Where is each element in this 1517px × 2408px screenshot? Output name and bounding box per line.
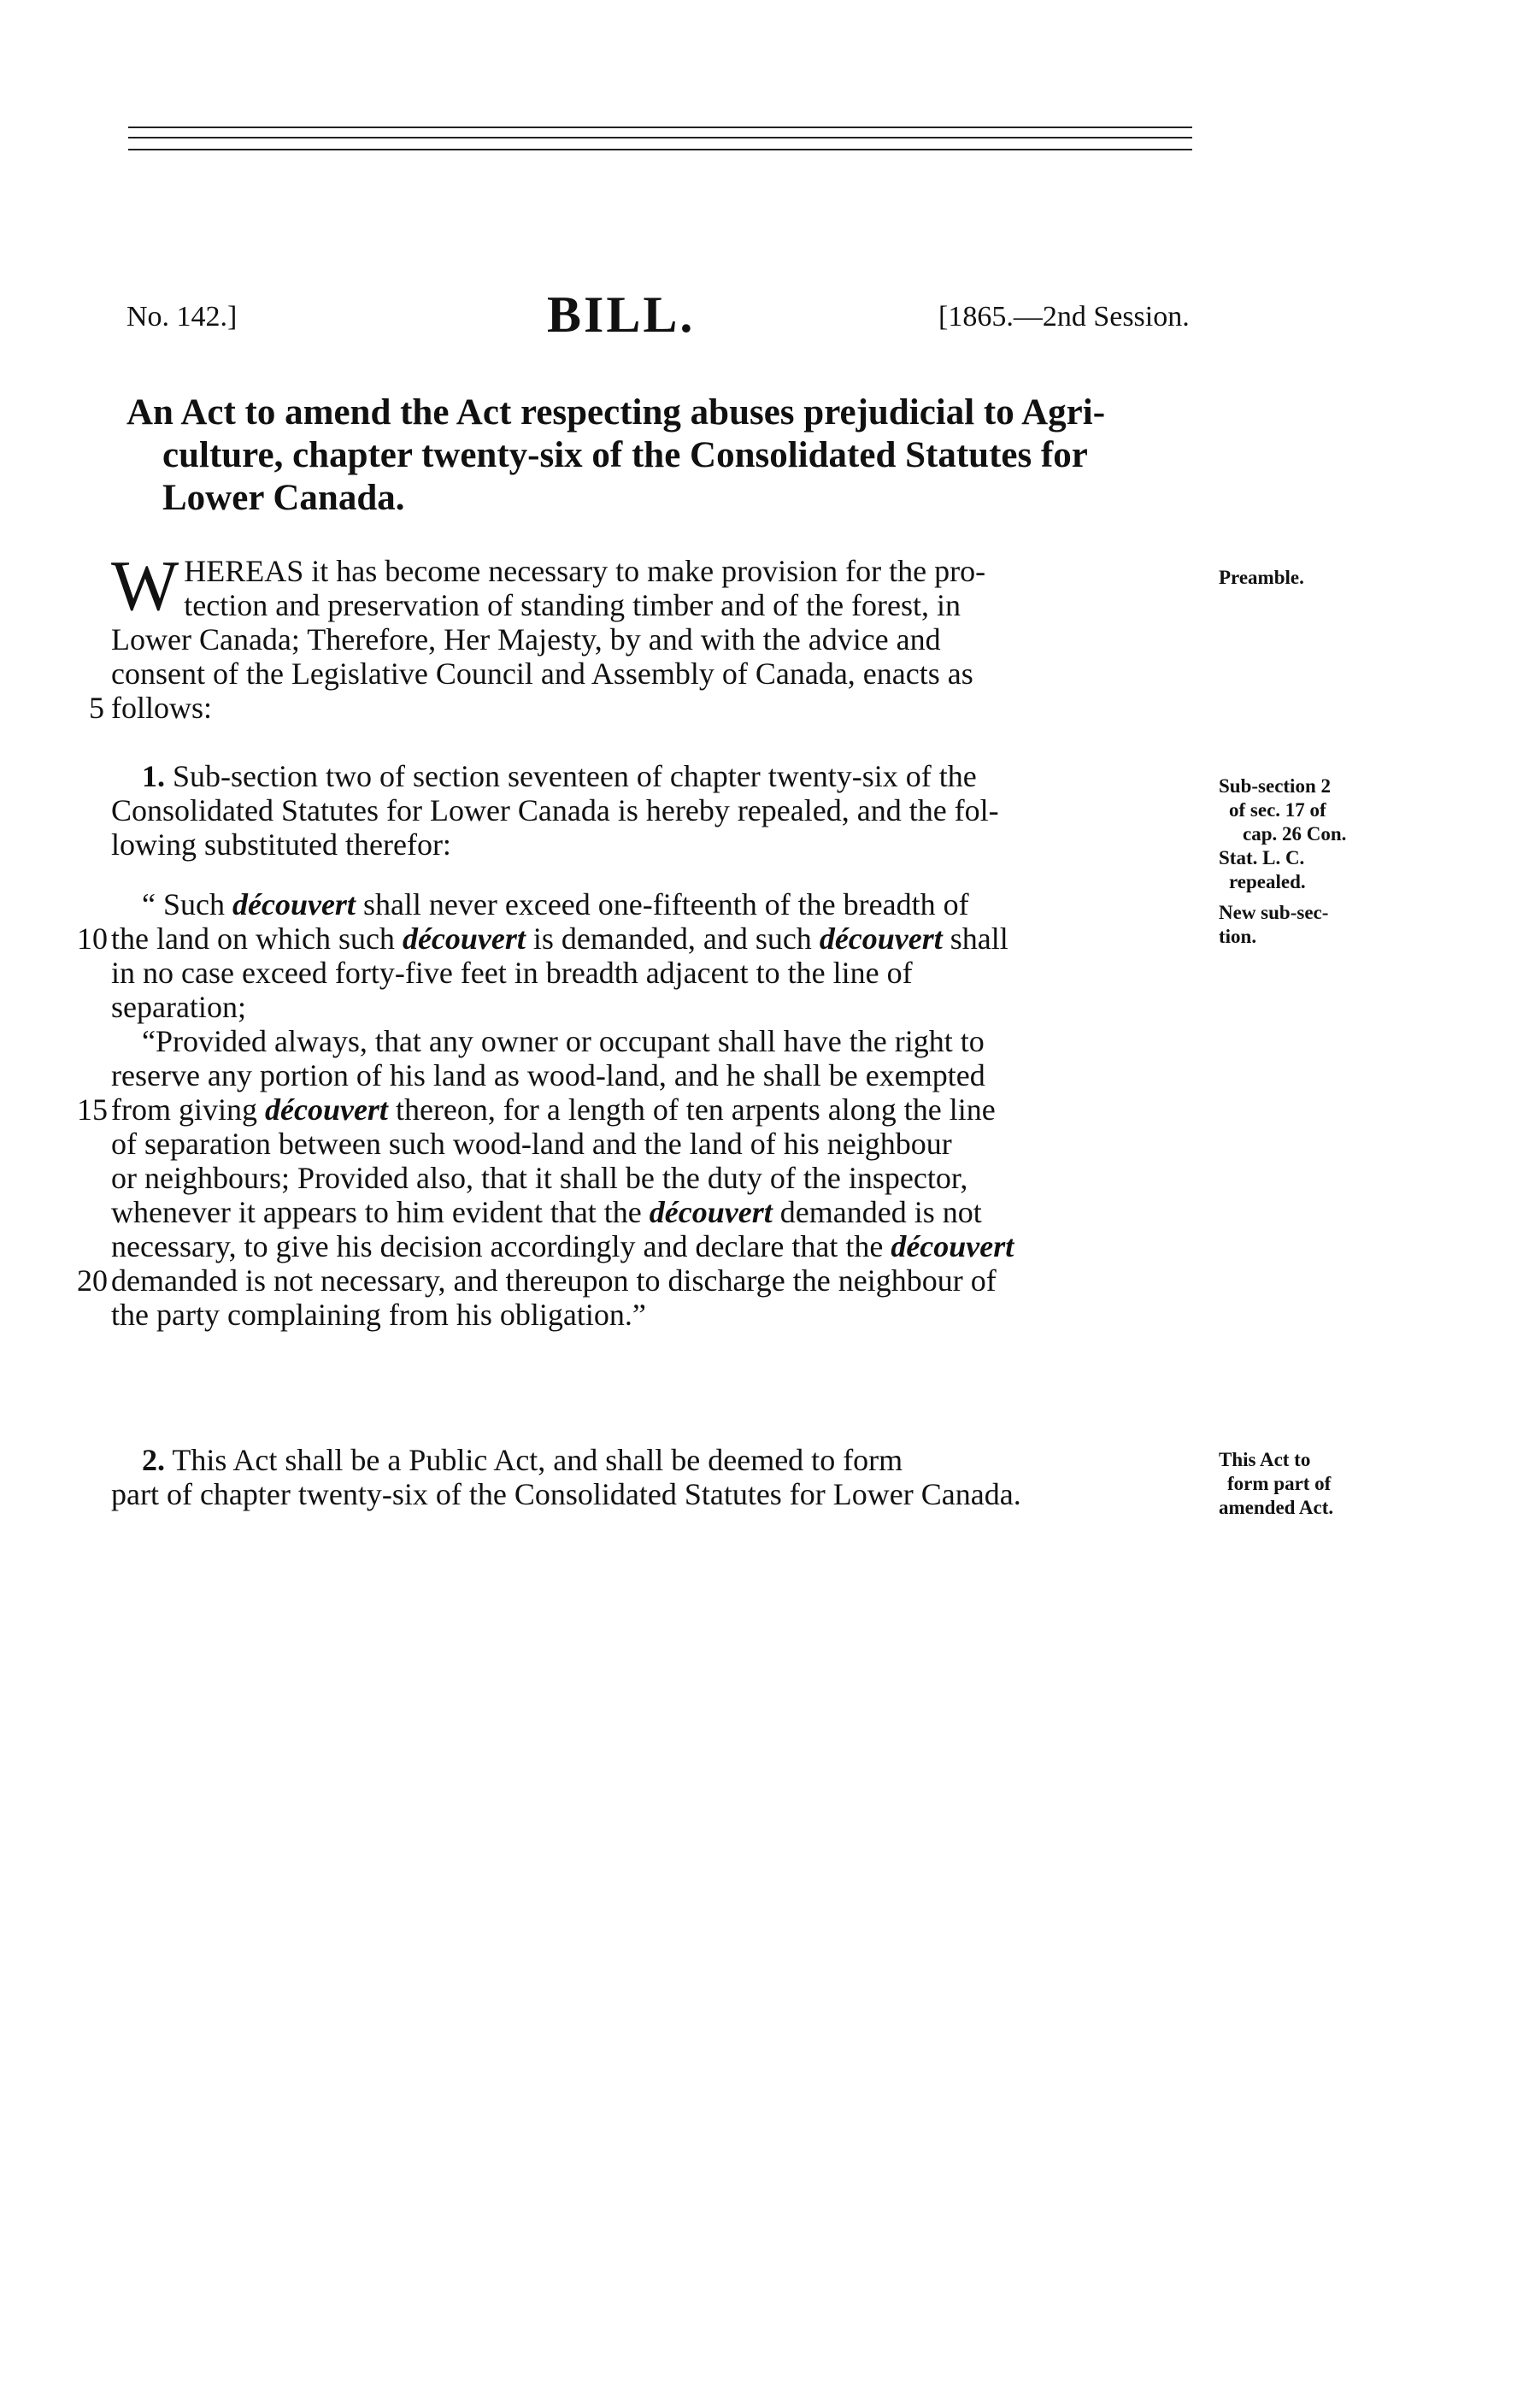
section-1 xyxy=(111,759,1205,862)
section-1-line: Consolidated Statutes for Lower Canada is hereby repealed, and the fol- xyxy=(111,793,999,827)
line-number: 5 xyxy=(89,691,104,725)
margin-note-section-1: Sub-section 2 of sec. 17 of cap. 26 Con. Stat. L. C. repealed. xyxy=(1219,775,1347,892)
act-title xyxy=(126,392,1191,520)
quoted-line: separation; xyxy=(111,990,246,1024)
section-2 xyxy=(111,1443,1205,1511)
section-number: 1. xyxy=(142,759,165,793)
quoted-line: 15 from giving découvert thereon, for a length of ten arpents along the line xyxy=(77,1092,996,1127)
preamble-line: consent of the Legislative Council and Assembly of Canada, enacts as xyxy=(111,656,973,691)
quoted-line: reserve any portion of his land as wood-land, and he shall be exempted xyxy=(111,1058,985,1092)
margin-note-section-2: This Act to form part of amended Act. xyxy=(1219,1449,1334,1518)
quoted-line: of separation between such wood-land and the land of his neighbour xyxy=(111,1127,952,1161)
preamble xyxy=(89,546,1205,725)
line-number: 15 xyxy=(77,1092,108,1127)
quoted-line: “Provided always, that any owner or occupant shall have the right to xyxy=(142,1024,985,1058)
quoted-line: necessary, to give his decision accordingly and declare that the découvert xyxy=(111,1229,1014,1263)
session-label: [1865.—2nd Session. xyxy=(938,301,1190,333)
section-2-line: part of chapter twenty-six of the Consolidated Statutes for Lower Canada. xyxy=(111,1477,1021,1511)
margin-note-new-subsection: New sub-sec- tion. xyxy=(1219,902,1329,947)
act-title-line: culture, chapter twenty-six of the Consolidated Statutes for xyxy=(162,435,1088,475)
preamble-line: HEREAS it has become necessary to make provision for the pro- xyxy=(184,554,986,588)
margin-note-preamble: Preamble. xyxy=(1219,567,1304,588)
header-rule-top xyxy=(128,127,1192,128)
preamble-line: 5 follows: xyxy=(111,691,1205,725)
section-number: 2. xyxy=(142,1443,165,1477)
line-number: 20 xyxy=(77,1263,108,1298)
preamble-line: Lower Canada; Therefore, Her Majesty, by and with the advice and xyxy=(111,622,941,656)
line-number: 10 xyxy=(77,921,108,956)
bill-heading: BILL. xyxy=(547,286,696,343)
preamble-dropcap: W xyxy=(111,546,179,626)
quoted-line: whenever it appears to him evident that the découvert demanded is not xyxy=(111,1195,982,1229)
quoted-line: or neighbours; Provided also, that it shall be the duty of the inspector, xyxy=(111,1161,968,1195)
quoted-line: 10 the land on which such découvert is demanded, and such découvert shall xyxy=(77,921,1008,956)
section-2-line: 2. This Act shall be a Public Act, and shall be deemed to form xyxy=(142,1443,903,1477)
quoted-line: “ Such découvert shall never exceed one-fifteenth of the breadth of xyxy=(142,887,969,921)
section-1-line: 1. Sub-section two of section seventeen of chapter twenty-six of the xyxy=(142,759,977,793)
act-title-line: Lower Canada. xyxy=(162,478,405,518)
bill-number: No. 142.] xyxy=(126,301,238,333)
quoted-line: in no case exceed forty-five feet in breadth adjacent to the line of xyxy=(111,956,913,990)
act-title-line: An Act to amend the Act respecting abuses prejudicial to Agri- xyxy=(126,392,1106,433)
header-rule-middle xyxy=(128,137,1192,138)
section-1-line: lowing substituted therefor: xyxy=(111,827,451,862)
header-rule-bottom xyxy=(128,149,1192,150)
quoted-line: 20 demanded is not necessary, and thereupon to discharge the neighbour of xyxy=(77,1263,997,1298)
preamble-line: tection and preservation of standing timber and of the forest, in xyxy=(184,588,961,622)
quoted-line: the party complaining from his obligation.” xyxy=(111,1298,646,1332)
quoted-subsection xyxy=(77,887,1205,1332)
